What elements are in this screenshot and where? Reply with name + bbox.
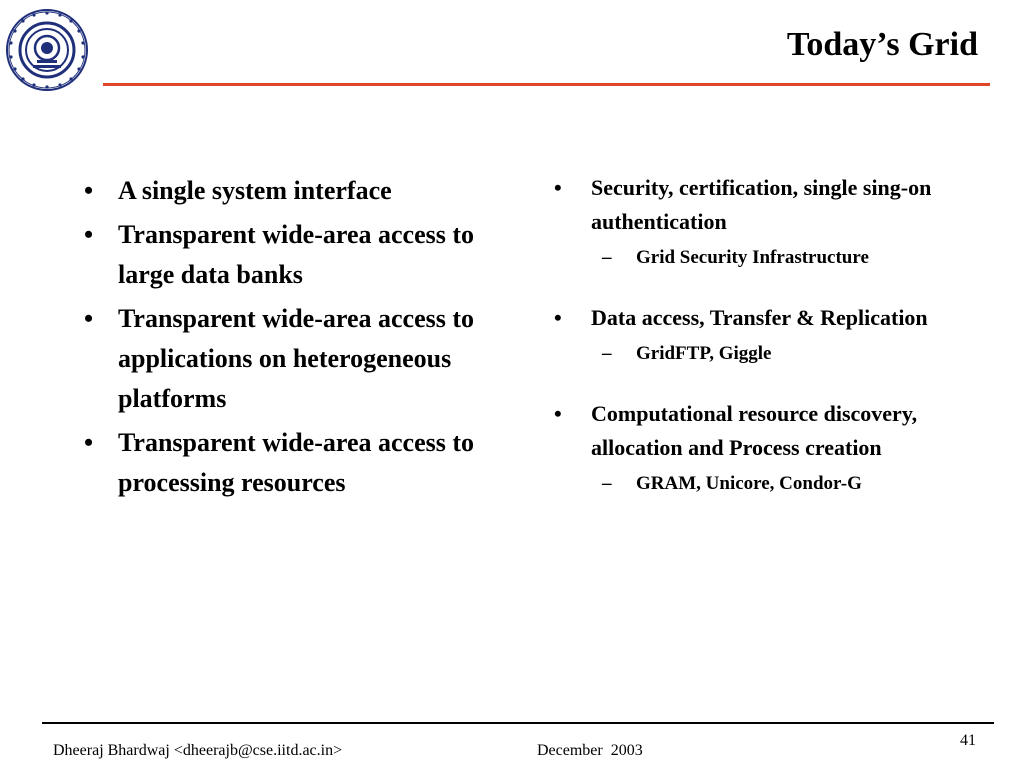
right-bullet — [552, 301, 1002, 369]
right-bullet-main — [552, 397, 1002, 465]
bullet-icon: • — [554, 175, 562, 200]
right-sub-bullet-text: GRAM, Unicore, Condor-G — [636, 473, 862, 494]
left-bullet-text: A single system interface — [118, 176, 392, 205]
institute-seal-logo — [5, 8, 89, 92]
left-bullet-list — [80, 171, 520, 503]
left-bullet — [80, 299, 520, 419]
footer-date: December 2003 — [537, 742, 643, 759]
right-bullet — [552, 397, 1002, 499]
right-sub-bullet-text: Grid Security Infrastructure — [636, 247, 869, 268]
dash-icon: – — [602, 343, 612, 364]
right-bullet-text: Security, certification, single sing-on authentication — [591, 175, 932, 234]
right-bullet-main — [552, 301, 1002, 335]
right-sub-bullet-text: GridFTP, Giggle — [636, 343, 772, 364]
bullet-icon: • — [84, 176, 94, 205]
footer-rule — [42, 722, 994, 724]
slide-title: Today’s Grid — [786, 26, 978, 63]
left-bullet-text: Transparent wide-area access to large data banks — [118, 220, 475, 289]
bullet-icon: • — [84, 304, 94, 333]
bullet-icon: • — [84, 220, 94, 249]
right-sub-bullet — [552, 469, 1002, 499]
left-bullet-text: Transparent wide-area access to processing resources — [118, 428, 475, 497]
right-bullet-text: Data access, Transfer & Replication — [591, 305, 928, 330]
right-sub-bullet — [552, 243, 1002, 273]
right-bullet-text: Computational resource discovery, allocation and Process creation — [591, 401, 918, 460]
dash-icon: – — [602, 473, 612, 494]
footer-author: Dheeraj Bhardwaj <dheerajb@cse.iitd.ac.in> — [53, 742, 343, 759]
title-underline — [103, 83, 990, 86]
right-bullet — [552, 171, 1002, 273]
right-bullet-main — [552, 171, 1002, 239]
left-bullet — [80, 423, 520, 503]
left-bullet-text: Transparent wide-area access to applications on heterogeneous platforms — [118, 304, 475, 413]
bullet-icon: • — [554, 401, 562, 426]
left-bullet — [80, 171, 520, 211]
right-column — [552, 171, 1002, 527]
left-bullet — [80, 215, 520, 295]
bullet-icon: • — [554, 305, 562, 330]
bullet-icon: • — [84, 428, 94, 457]
page-number: 41 — [960, 732, 976, 749]
left-column — [80, 171, 520, 507]
dash-icon: – — [602, 247, 612, 268]
right-sub-bullet — [552, 339, 1002, 369]
